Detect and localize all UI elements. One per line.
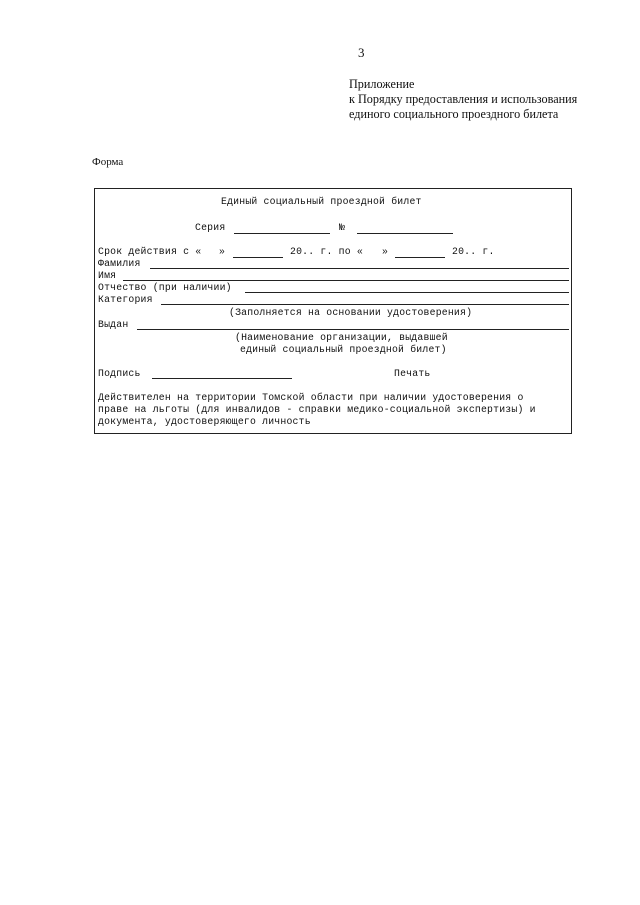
appendix-line-2: к Порядку предоставления и использования xyxy=(349,92,578,106)
signature-field-line[interactable] xyxy=(152,378,292,379)
surname-label: Фамилия xyxy=(98,258,141,269)
page-number: 3 xyxy=(358,45,365,60)
stamp-label: Печать xyxy=(394,368,431,379)
validity-from-label: Срок действия с « xyxy=(98,246,202,257)
issued-hint-line-2: единый социальный проездной билет) xyxy=(240,344,447,355)
series-label: Серия xyxy=(195,222,226,233)
number-field-line[interactable] xyxy=(357,233,453,234)
patronymic-field-line[interactable] xyxy=(245,292,569,293)
validity-year-label-2: 20.. г. xyxy=(452,246,495,257)
validity-note-line-1: Действителен на территории Томской области при наличии удостоверения о xyxy=(98,392,524,403)
validity-close-quote-2: » xyxy=(382,246,389,257)
patronymic-label: Отчество (при наличии) xyxy=(98,282,232,293)
issued-label: Выдан xyxy=(98,319,129,330)
series-field-line[interactable] xyxy=(234,233,330,234)
category-field-line[interactable] xyxy=(161,304,569,305)
validity-from-month-line[interactable] xyxy=(233,257,283,258)
category-label: Категория xyxy=(98,294,153,305)
validity-year-label-1: 20.. г. по « xyxy=(290,246,363,257)
ticket-form xyxy=(94,188,572,434)
surname-field-line[interactable] xyxy=(150,268,569,269)
appendix-header xyxy=(349,77,577,122)
validity-note-line-3: документа, удостоверяющего личность xyxy=(98,416,311,427)
appendix-line-3: единого социального проездного билета xyxy=(349,107,559,121)
signature-label: Подпись xyxy=(98,368,141,379)
issued-hint-line-1: (Наименование организации, выдавшей xyxy=(235,332,448,343)
form-label: Форма xyxy=(92,156,124,168)
issued-field-line[interactable] xyxy=(137,329,569,330)
name-label: Имя xyxy=(98,270,117,281)
number-label: № xyxy=(339,222,346,233)
name-field-line[interactable] xyxy=(123,280,569,281)
ticket-title: Единый социальный проездной билет xyxy=(221,196,422,207)
validity-note-line-2: праве на льготы (для инвалидов - справки медико-социальной экспертизы) и xyxy=(98,404,536,415)
validity-to-month-line[interactable] xyxy=(395,257,445,258)
validity-close-quote-1: » xyxy=(219,246,226,257)
appendix-line-1: Приложение xyxy=(349,77,415,91)
category-hint: (Заполняется на основании удостоверения) xyxy=(229,307,473,318)
